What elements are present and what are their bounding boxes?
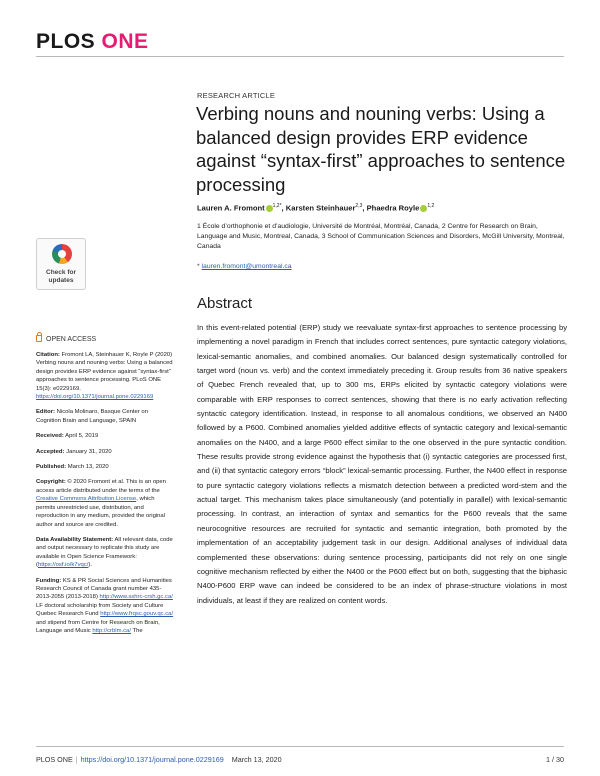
license-link[interactable]: Creative Commons Attribution License	[36, 496, 137, 503]
article-type: RESEARCH ARTICLE	[197, 91, 276, 100]
check-for-updates-badge[interactable]	[36, 238, 86, 290]
footer-divider	[36, 746, 564, 747]
frqsc-link[interactable]: http://www.frqsc.gouv.qc.ca/	[100, 611, 174, 618]
open-access-label: OPEN ACCESS	[36, 335, 96, 343]
author-name[interactable]: Phaedra Royle	[366, 203, 420, 213]
page-number: 1 / 30	[546, 755, 564, 764]
published-block: Published: March 13, 2020	[36, 464, 109, 471]
osf-link[interactable]: https://osf.io/k7vqc/	[37, 562, 89, 569]
copyright-block: Copyright: © 2020 Fromont et al. This is an open access article distributed under the terms of the Creative Commons Attribution License, which permits unrestricted use, distribution, and reproduction in any medium, provided the original author and source are credited.	[36, 479, 166, 528]
update-icon	[52, 244, 72, 264]
citation-doi-link[interactable]: https://doi.org/10.1371/journal.pone.0229169	[36, 394, 154, 401]
author-list: Lauren A. Fromont $^{1,2*}$, Karsten Steinhauer$^{2,3}$, Phaedra Royle $^{1,2}$	[197, 203, 435, 213]
article-title: Verbing nouns and nouning verbs: Using a balanced design provides ERP evidence against “syntax-first” approaches to sentence processing	[196, 103, 566, 195]
check-updates-line2: updates	[48, 277, 74, 284]
header-divider	[36, 56, 564, 57]
author-name[interactable]: Karsten Steinhauer	[285, 203, 356, 213]
data-availability-block: Data Availability Statement: All relevant data, code and output necessary to replicate this study are available in Open Science Framework: (https://osf.io/k7vqc/).	[36, 536, 173, 569]
crblm-link[interactable]: http://crblm.ca/	[92, 627, 131, 634]
corresponding-email: * lauren.fromont@umontreal.ca	[197, 263, 292, 270]
sshrc-link[interactable]: http://www.sshrc-crsh.gc.ca/	[99, 594, 173, 601]
author-affiliation-marker: 1,2*	[272, 203, 282, 209]
check-updates-line1: Check for	[46, 269, 76, 276]
received-block: Received: April 5, 2019	[36, 433, 99, 440]
citation-block: Citation: Fromont LA, Steinhauer K, Royle P (2020) Verbing nouns and nouning verbs: Using a balanced design provides ERP evidence against “syntax-first” approaches to sentence processing. PLoS ONE 15(3): e0229169. https://doi.org/10.1371/journal.pone.0229169	[36, 352, 173, 401]
footer-date: March 13, 2020	[231, 755, 282, 764]
abstract-body: In this event-related potential (ERP) study we reevaluate syntax-first approaches to sentence processing by implementing a novel paradigm in French that includes correct sentences, pure syntactic category violations, lexical-semantic anomalies, and combined anomalies. Our balanced design systematically controlled for target word (noun vs. verb) and the context immediately preceding it. Group results from 36 native speakers of Quebec French revealed that, up to 300 ms, ERPs elicited by syntactic category violations were comparable with ERP responses to correct sentences, showing that there is no early activation reflecting syntactic category identification. Instead, in response to all anomalous conditions, we observed an N400 followed by a P600. Combined anomalies yielded additive effects of syntactic category and lexical-semantic anomalies on the N400, and a large P600 effect similar to the one observed in the pure syntactic condition. These results provide strong evidence against the hypothesis that (i) syntactic categories are processed first, and (ii) that syntactic category errors “block” lexical-semantic processing. Further, the N400 effect in response to pure syntactic category violations reflects a mismatch detection between a predicted word-stem and the actual target. This mechanism takes place simultaneously (and potentially in parallel) with lexical-semantic processing. In contrast, an interaction of syntax and semantics for the P600 reveals that the same neurocognitive resources are recruited for syntactic and semantic integration, both promoted by the implementation of an acceptability judgement task in our design. Additional analyses of individual data complemented these observations: during sentence processing, participants did not rely on one single cognitive mechanism reflected by either the N400 or the P600 effect but on both, suggesting that the biphasic N400-P600 ERP wave can indeed be considered to be an index of phrase-structure violations in most individuals, at least if they are realized on content words.	[197, 323, 567, 605]
affiliations: 1 École d’orthophonie et d’audiologie, Université de Montréal, Montréal, Canada, 2 Centre for Research on Brain, Language and Music, Montreal, Canada, 3 School of Communication Sciences and Disorders, McGill University, Montreal, Canada	[197, 223, 565, 250]
footer-doi-link[interactable]: https://doi.org/10.1371/journal.pone.0229169	[80, 755, 224, 764]
email-link[interactable]: lauren.fromont@umontreal.ca	[201, 263, 292, 270]
author-name[interactable]: Lauren A. Fromont	[197, 203, 265, 213]
journal-logo[interactable]	[36, 30, 149, 54]
author-affiliation-marker: 1,2	[427, 203, 435, 209]
editor-block: Editor: Nicola Molinaro, Basque Center on Cognition Brain and Language, SPAIN	[36, 409, 148, 424]
author-affiliation-marker: 2,3	[355, 203, 363, 209]
open-lock-icon	[36, 335, 42, 342]
abstract-heading: Abstract	[197, 295, 253, 312]
page-footer: PLOS ONE | https://doi.org/10.1371/journal.pone.0229169 March 13, 2020	[36, 755, 282, 764]
footer-journal: PLOS ONE	[36, 755, 73, 764]
logo-one: ONE	[101, 30, 149, 53]
article-metadata-sidebar	[36, 351, 174, 642]
funding-block: Funding: KS & PR Social Sciences and Humanities Research Council of Canada grant number 435-2013-2055 (2013-2018) http://www.sshrc-crsh.gc.ca/ LF doctoral scholarship from Society and Culture Quebec Research Fund http://www.frqsc.gouv.qc.ca/ and stipend from Centre for Research on Brain, Language and Music http://crblm.ca/ The	[36, 577, 174, 634]
accepted-block: Accepted: January 31, 2020	[36, 448, 112, 455]
orcid-icon[interactable]	[266, 205, 273, 212]
logo-plos: PLOS	[36, 30, 96, 53]
